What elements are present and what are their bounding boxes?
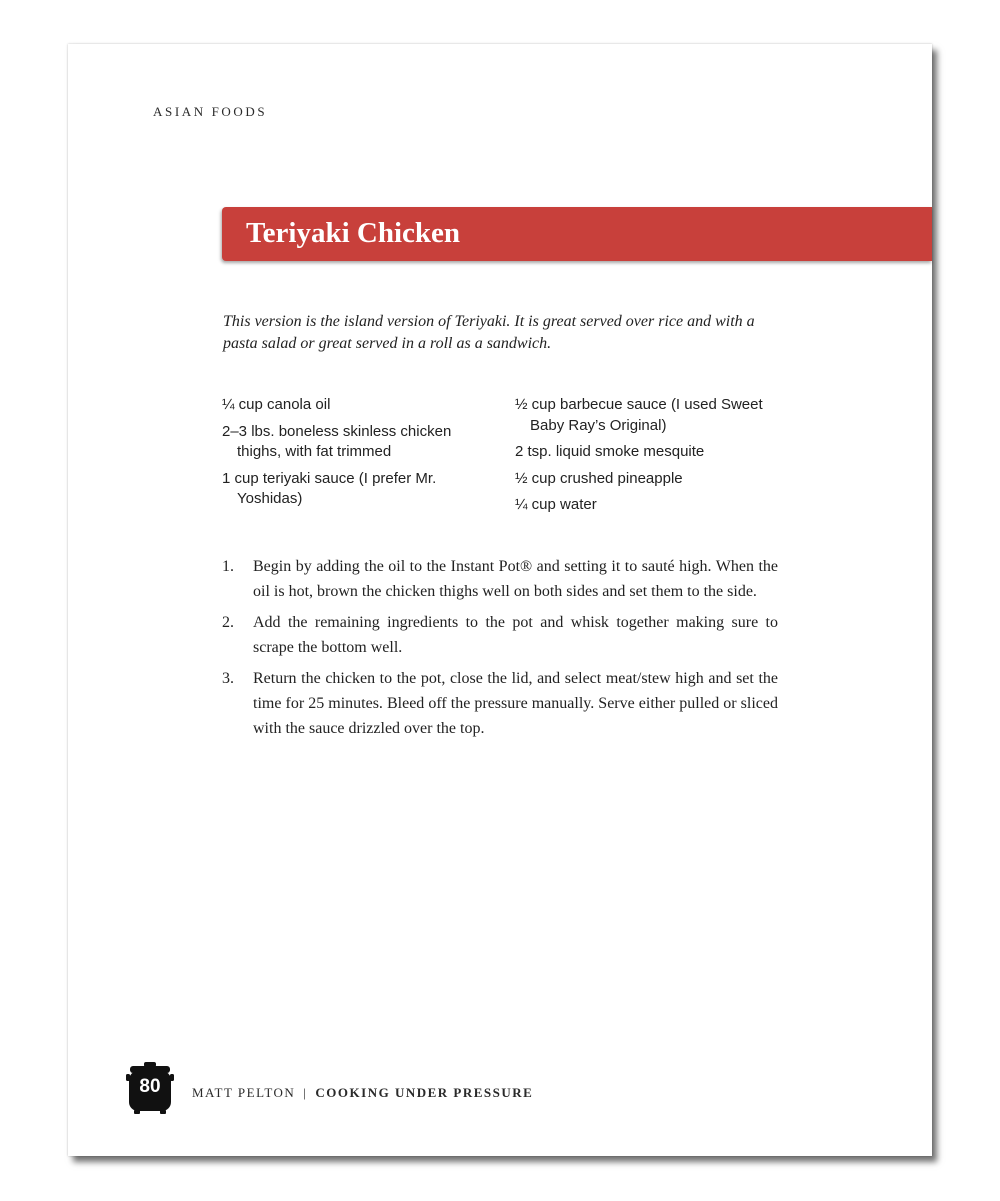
ingredient-item: 1 cup teriyaki sauce (I prefer Mr. Yoshidas)	[222, 469, 437, 507]
step-number: 1.	[222, 558, 234, 575]
book-title: COOKING UNDER PRESSURE	[315, 1085, 534, 1100]
ingredient-item: 2–3 lbs. boneless skinless chicken thighs, with fat trimmed	[222, 422, 452, 460]
author-name: MATT PELTON	[192, 1085, 296, 1100]
instructions-list	[222, 554, 778, 747]
step-text: Return the chicken to the pot, close the lid, and select meat/stew high and set the time for 25 minutes. Bleed off the pressure manually. Serve either pulled or sliced with the sauce drizzled over the top.	[253, 670, 778, 737]
ingredient-item: ¼ cup water	[515, 496, 597, 513]
recipe-title: Teriyaki Chicken	[246, 217, 461, 249]
recipe-intro: This version is the island version of Teriyaki. It is great served over rice and with a pasta salad or great served in a roll as a sandwich.	[223, 313, 755, 352]
page-number: 80	[139, 1076, 161, 1097]
step-number: 3.	[222, 670, 234, 687]
instruction-step	[222, 666, 778, 741]
instruction-step	[222, 610, 778, 660]
book-page	[68, 44, 932, 1156]
footer-separator: |	[303, 1085, 308, 1100]
ingredient-item: ½ cup crushed pineapple	[515, 469, 683, 487]
step-number: 2.	[222, 614, 234, 631]
step-text: Begin by adding the oil to the Instant Pot® and setting it to sauté high. When the oil is hot, brown the chicken thighs well on both sides and set them to the side.	[253, 558, 778, 600]
running-footer	[192, 1085, 533, 1101]
step-text: Add the remaining ingredients to the pot and whisk together making sure to scrape the bottom well.	[253, 614, 778, 656]
recipe-title-bar	[222, 207, 932, 261]
ingredients-list-left	[222, 395, 487, 516]
ingredient-item: ¼ cup canola oil	[222, 396, 331, 413]
page-number-badge	[126, 1062, 174, 1114]
ingredients-list-right	[515, 395, 780, 522]
ingredient-item: 2 tsp. liquid smoke mesquite	[515, 443, 705, 460]
section-label: ASIAN FOODS	[153, 104, 268, 119]
ingredient-item: ½ cup barbecue sauce (I used Sweet Baby Ray’s Original)	[515, 396, 763, 434]
instruction-step	[222, 554, 778, 604]
